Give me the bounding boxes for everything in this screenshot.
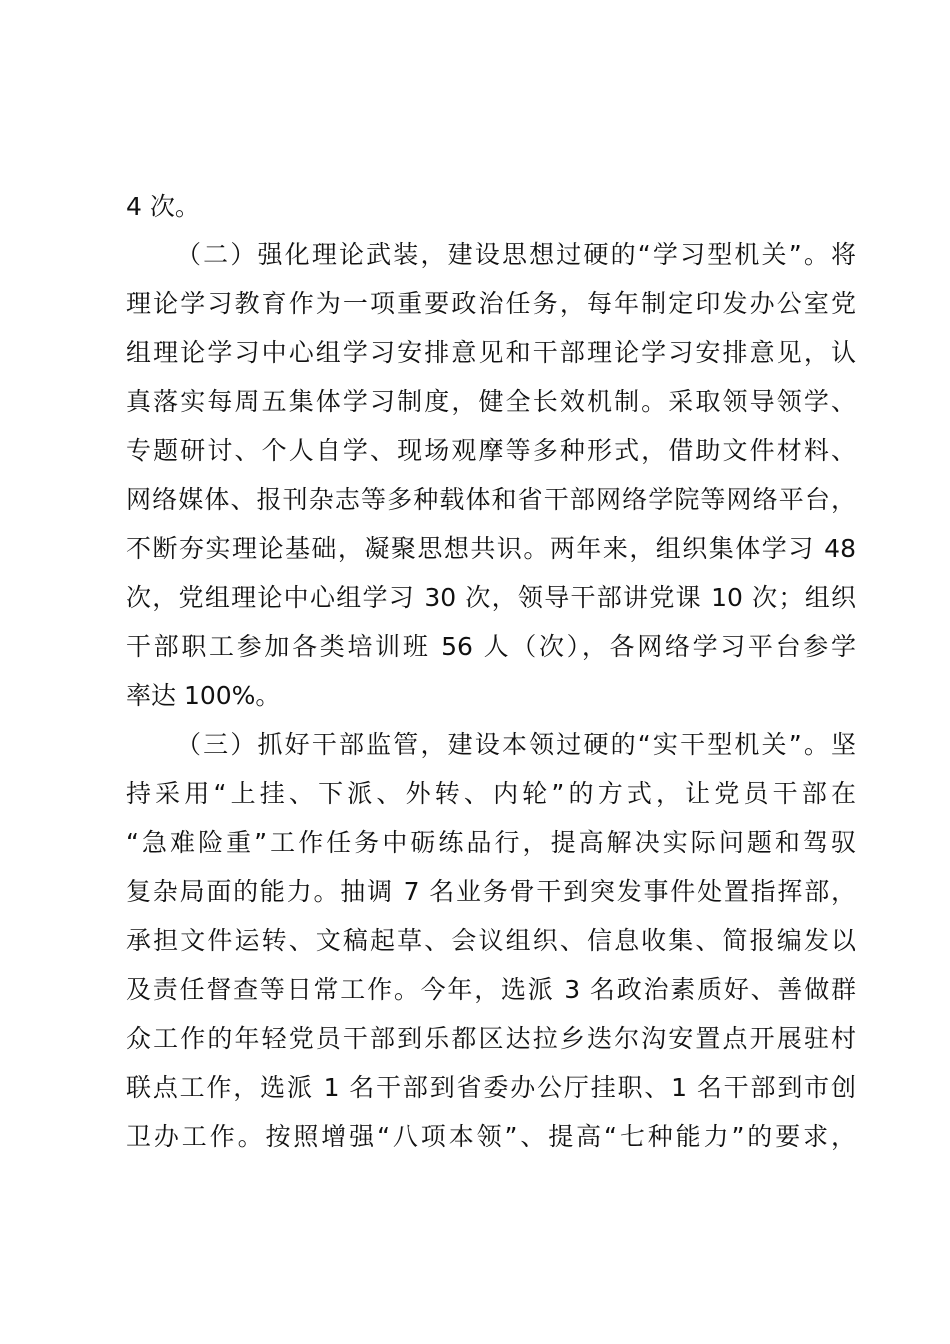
text-line: 次，党组理论中心组学习 30 次，领导干部讲党课 10 次；组织 [126, 583, 856, 612]
text-line: 专题研讨、个人自学、现场观摩等多种形式，借助文件材料、 [126, 436, 856, 465]
text-line: 众工作的年轻党员干部到乐都区达拉乡迭尔沟安置点开展驻村 [126, 1024, 856, 1053]
section-heading-3: （三）抓好干部监管，建设本领过硬的“实干型机关”。坚 [176, 730, 856, 759]
text-line: 及责任督查等日常工作。今年，选派 3 名政治素质好、善做群 [126, 975, 856, 1004]
text-line: 组理论学习中心组学习安排意见和干部理论学习安排意见，认 [126, 338, 856, 367]
text-line: 联点工作，选派 1 名干部到省委办公厅挂职、1 名干部到市创 [126, 1073, 856, 1102]
text-line: 不断夯实理论基础，凝聚思想共识。两年来，组织集体学习 48 [126, 534, 856, 563]
text-line: 承担文件运转、文稿起草、会议组织、信息收集、简报编发以 [126, 926, 856, 955]
text-line: 卫办工作。按照增强“八项本领”、提高“七种能力”的要求， [126, 1122, 856, 1151]
text-line: 干部职工参加各类培训班 56 人（次），各网络学习平台参学 [126, 632, 856, 661]
section-heading-2: （二）强化理论武装，建设思想过硬的“学习型机关”。将 [176, 240, 856, 269]
text-line: 网络媒体、报刊杂志等多种载体和省干部网络学院等网络平台， [126, 485, 856, 514]
text-line: 4 次。 [126, 192, 200, 221]
text-line: 理论学习教育作为一项重要政治任务，每年制定印发办公室党 [126, 289, 856, 318]
text-line: 复杂局面的能力。抽调 7 名业务骨干到突发事件处置指挥部， [126, 877, 856, 906]
text-line: 持采用“上挂、下派、外转、内轮”的方式，让党员干部在 [126, 779, 856, 808]
text-line: 真落实每周五集体学习制度，健全长效机制。采取领导领学、 [126, 387, 856, 416]
text-line: “急难险重”工作任务中砺练品行，提高解决实际问题和驾驭 [126, 828, 856, 857]
text-line: 率达 100%。 [126, 681, 281, 710]
